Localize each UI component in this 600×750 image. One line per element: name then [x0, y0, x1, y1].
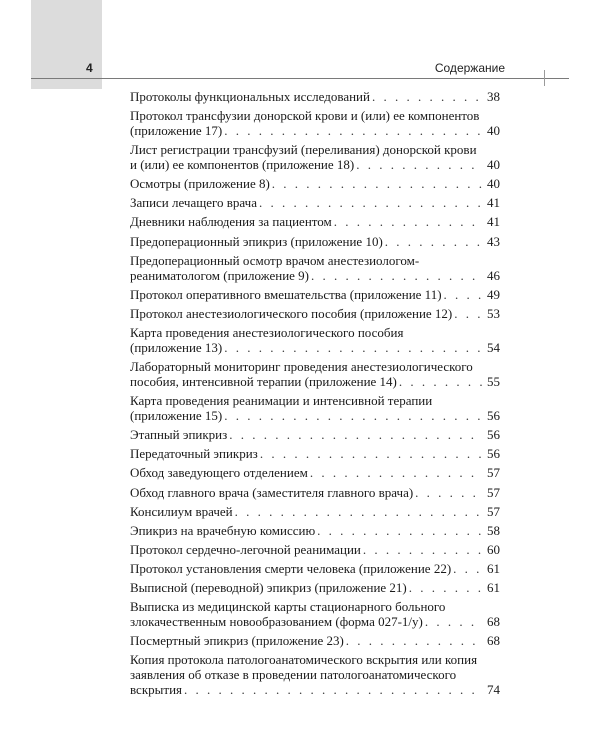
leader-dots	[385, 234, 482, 249]
toc-entry-last-line	[130, 195, 500, 210]
leader-dots	[224, 408, 482, 423]
toc-entry-page: 56	[487, 427, 500, 443]
toc-entry-last-line	[130, 408, 500, 423]
toc-entry-last-line	[130, 682, 500, 697]
toc-entry-last-line	[130, 374, 500, 389]
toc-entry-title-line: Обход главного врача (заместителя главного врача)	[130, 484, 414, 500]
toc-entry-title-line: Предоперационный осмотр врачом анестезиологом-	[130, 252, 420, 268]
leader-dots	[224, 340, 482, 355]
toc-entry	[130, 599, 500, 629]
toc-entry	[130, 287, 500, 302]
toc-entry	[130, 325, 500, 355]
toc-entry-last-line	[130, 485, 500, 500]
toc-entry	[130, 108, 500, 138]
toc-entry	[130, 142, 500, 172]
toc-entry-page: 41	[487, 195, 500, 211]
toc-entry	[130, 393, 500, 423]
toc-entry-title-line: Протокол оперативного вмешательства (приложение 11)	[130, 286, 442, 302]
toc-entry-page: 54	[487, 339, 500, 355]
leader-dots	[454, 306, 482, 321]
toc-entry-title-line: вскрытия	[130, 682, 182, 698]
toc-entry	[130, 465, 500, 480]
toc-entry	[130, 427, 500, 442]
toc-entry	[130, 195, 500, 210]
leader-dots	[356, 157, 482, 172]
toc-entry	[130, 176, 500, 191]
leader-dots	[184, 682, 482, 697]
toc-entry-last-line	[130, 614, 500, 629]
leader-dots	[259, 195, 482, 210]
header-rule	[31, 78, 569, 79]
toc-entry-last-line	[130, 89, 500, 104]
toc-entry-title-line: Протокол анестезиологического пособия (приложение 12)	[130, 305, 453, 321]
page-number: 4	[86, 61, 93, 75]
toc-entry-last-line	[130, 465, 500, 480]
toc-entry	[130, 306, 500, 321]
toc-entry-page: 60	[487, 541, 500, 557]
toc-entry	[130, 652, 500, 697]
toc-entry-page: 49	[487, 286, 500, 302]
toc-entry-title-line: Протокол установления смерти человека (приложение 22)	[130, 560, 452, 576]
header-rule-tick	[544, 70, 545, 86]
toc-entry-title-line: Протокол сердечно-легочной реанимации	[130, 541, 361, 557]
toc-entry	[130, 214, 500, 229]
toc-entry-page: 46	[487, 267, 500, 283]
toc-entry	[130, 89, 500, 104]
toc-entry-title-line: Лист регистрации трансфузий (переливания) донорской крови	[130, 142, 477, 158]
leader-dots	[346, 633, 482, 648]
toc-entry-title-line: Этапный эпикриз	[130, 427, 228, 443]
toc-entry-title-line: Копия протокола патологоанатомического вскрытия или копия	[130, 652, 478, 668]
toc-entry-title-line: (приложение 15)	[130, 408, 223, 424]
leader-dots	[310, 465, 482, 480]
toc-entry-page: 57	[487, 484, 500, 500]
leader-dots	[363, 542, 482, 557]
toc-entry-title-line: Записи лечащего врача	[130, 195, 257, 211]
toc-entry-page: 57	[487, 503, 500, 519]
leader-dots	[235, 504, 482, 519]
toc-entry-last-line	[130, 340, 500, 355]
toc-entry-last-line	[130, 633, 500, 648]
toc-entry-title-line: Обход заведующего отделением	[130, 465, 308, 481]
toc-entry-page: 56	[487, 446, 500, 462]
section-title: Содержание	[434, 61, 505, 75]
toc-entry-title-line: Передаточный эпикриз	[130, 446, 258, 462]
toc-entry-page: 61	[487, 560, 500, 576]
toc-entry	[130, 561, 500, 576]
toc-entry-last-line	[130, 157, 500, 172]
toc-entry-title-line: Эпикриз на врачебную комиссию	[130, 522, 316, 538]
toc-entry-last-line	[130, 446, 500, 461]
leader-dots	[224, 123, 482, 138]
toc-entry	[130, 234, 500, 249]
toc-entry	[130, 446, 500, 461]
toc-entry-page: 74	[487, 682, 500, 698]
toc-entry-last-line	[130, 176, 500, 191]
toc-entry-page: 38	[487, 89, 500, 104]
leader-dots	[399, 374, 482, 389]
toc-entry-last-line	[130, 523, 500, 538]
toc-entry	[130, 485, 500, 500]
toc-entry-title-line: Консилиум врачей	[130, 503, 233, 519]
toc-entry	[130, 633, 500, 648]
toc-entry-last-line	[130, 427, 500, 442]
toc-entry-title-line: пособия, интенсивной терапии (приложение 14)	[130, 374, 397, 390]
toc-entry-title-line: злокачественным новообразованием (форма 027-1/у)	[130, 614, 423, 630]
toc-entry-last-line	[130, 214, 500, 229]
leader-dots	[415, 485, 482, 500]
toc-entry	[130, 253, 500, 283]
toc-entry-last-line	[130, 123, 500, 138]
toc-entry	[130, 359, 500, 389]
toc-entry-page: 43	[487, 233, 500, 249]
toc-entry-title-line: (приложение 17)	[130, 123, 223, 139]
toc-entry-page: 41	[487, 214, 500, 230]
toc-entry-page: 56	[487, 408, 500, 424]
toc-entry-title-line: Посмертный эпикриз (приложение 23)	[130, 633, 344, 649]
toc-entry	[130, 580, 500, 595]
toc-entry-last-line	[130, 287, 500, 302]
leader-dots	[409, 580, 482, 595]
toc-entry-page: 58	[487, 522, 500, 538]
toc-entry-title-line: Карта проведения реанимации и интенсивной терапии	[130, 393, 433, 409]
corner-tab	[31, 0, 102, 89]
toc-entry	[130, 542, 500, 557]
toc-entry-page: 55	[487, 374, 500, 390]
toc-entry-last-line	[130, 561, 500, 576]
toc-entry-page: 40	[487, 123, 500, 139]
toc-entry-last-line	[130, 504, 500, 519]
toc-entry-last-line	[130, 306, 500, 321]
toc-entry-page: 40	[487, 176, 500, 192]
leader-dots	[311, 268, 482, 283]
toc-entry-title-line: Карта проведения анестезиологического пособия	[130, 324, 404, 340]
toc-entry-page: 57	[487, 465, 500, 481]
leader-dots	[334, 214, 482, 229]
toc-entry-page: 68	[487, 614, 500, 630]
leader-dots	[272, 176, 482, 191]
toc-entry-last-line	[130, 580, 500, 595]
toc-entry-title-line: заявления об отказе в проведении патологоанатомического	[130, 667, 457, 683]
toc-entry-title-line: Осмотры (приложение 8)	[130, 176, 270, 192]
toc-entry	[130, 523, 500, 538]
toc-entry-title-line: Выписка из медицинской карты стационарного больного	[130, 599, 446, 615]
toc-entry-title-line: Лабораторный мониторинг проведения анестезиологического	[130, 359, 473, 375]
leader-dots	[372, 89, 482, 104]
toc-entry-last-line	[130, 268, 500, 283]
table-of-contents	[130, 89, 500, 701]
toc-entry-page: 53	[487, 305, 500, 321]
toc-entry-title-line: (приложение 13)	[130, 339, 223, 355]
leader-dots	[317, 523, 482, 538]
toc-entry-title-line: Выписной (переводной) эпикриз (приложение 21)	[130, 579, 407, 595]
toc-entry-title-line: Протоколы функциональных исследований	[130, 89, 370, 104]
toc-entry-title-line: Предоперационный эпикриз (приложение 10)	[130, 233, 383, 249]
toc-entry-title-line: Дневники наблюдения за пациентом	[130, 214, 332, 230]
toc-entry	[130, 504, 500, 519]
toc-entry-last-line	[130, 234, 500, 249]
toc-entry-page: 68	[487, 633, 500, 649]
toc-entry-title-line: и (или) ее компонентов (приложение 18)	[130, 157, 355, 173]
toc-entry-page: 61	[487, 579, 500, 595]
leader-dots	[453, 561, 482, 576]
toc-entry-page: 40	[487, 157, 500, 173]
leader-dots	[425, 614, 482, 629]
leader-dots	[444, 287, 482, 302]
toc-entry-last-line	[130, 542, 500, 557]
leader-dots	[260, 446, 482, 461]
leader-dots	[229, 427, 482, 442]
toc-entry-title-line: Протокол трансфузии донорской крови и (или) ее компонентов	[130, 108, 480, 124]
toc-entry-title-line: реаниматологом (приложение 9)	[130, 267, 309, 283]
